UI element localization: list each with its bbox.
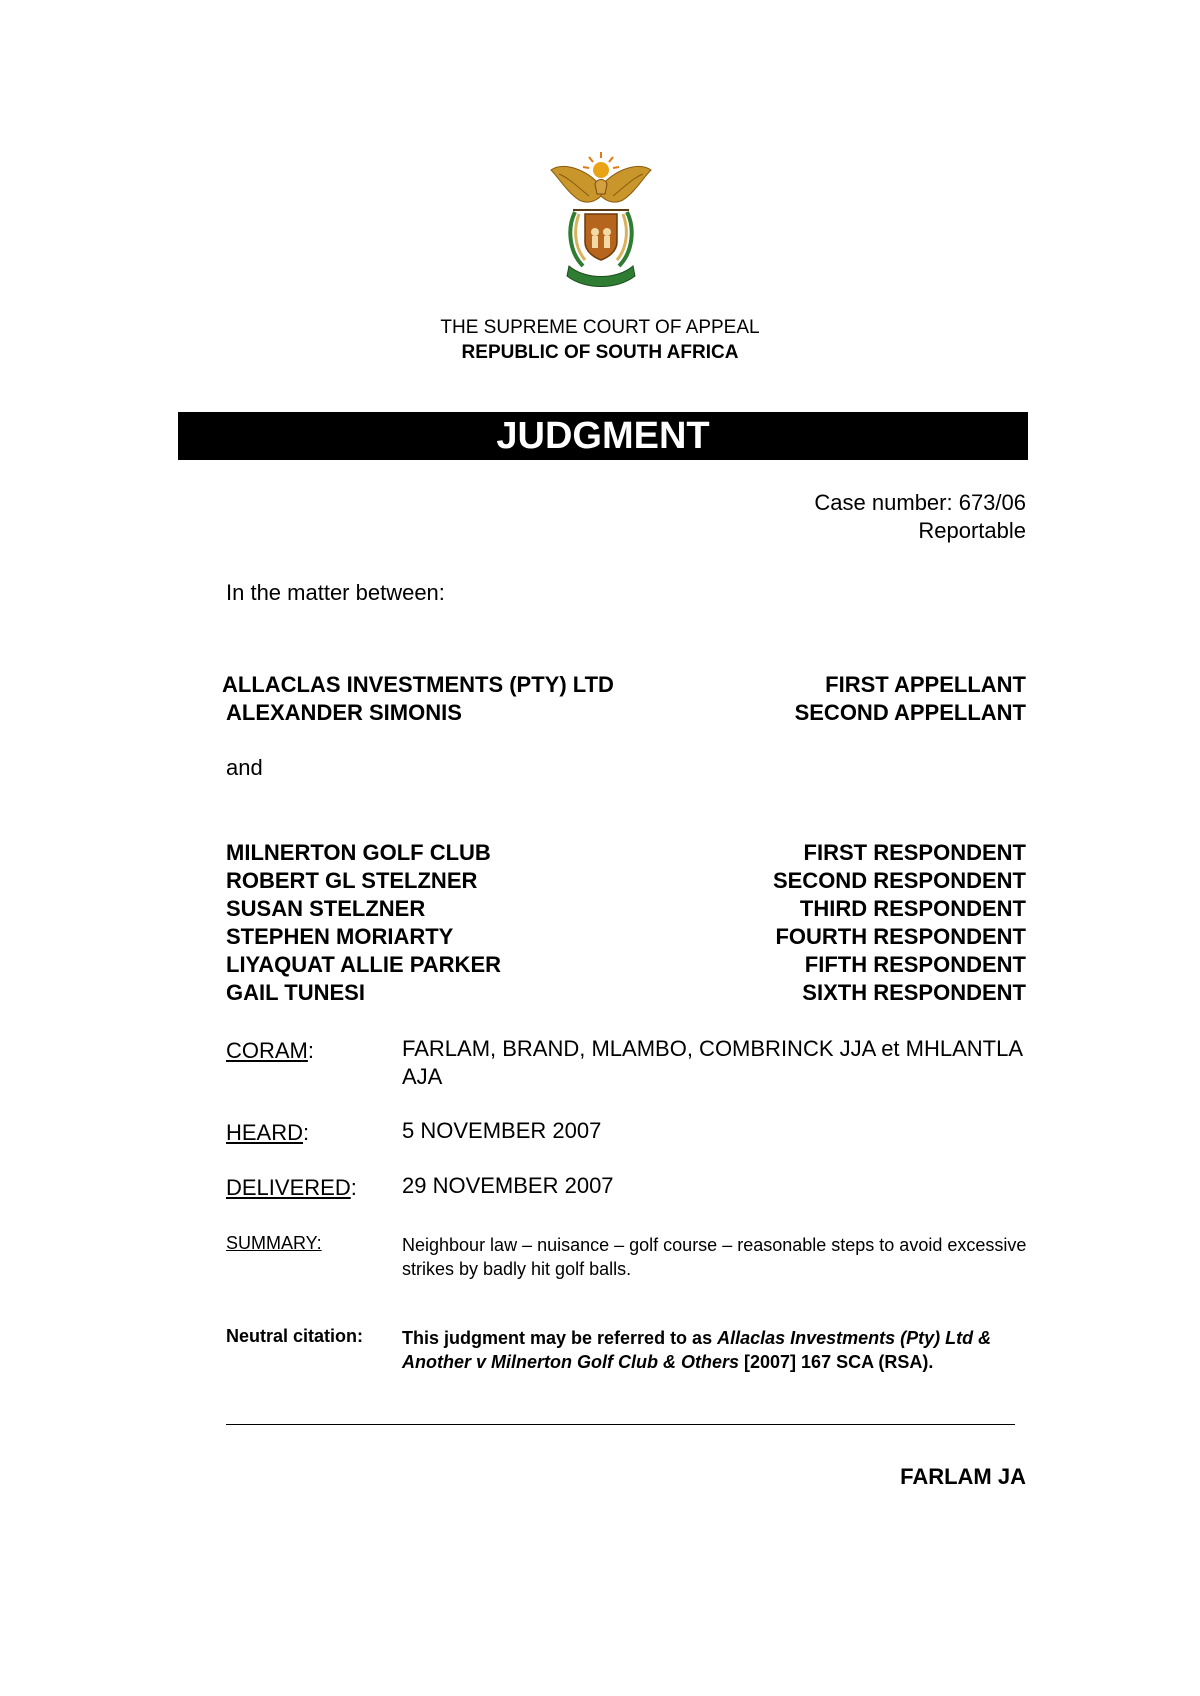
neutral-citation-value [402, 1326, 1022, 1374]
respondent-name: GAIL TUNESI [226, 980, 365, 1005]
court-name: THE SUPREME COURT OF APPEAL [440, 317, 760, 338]
respondent-role: FIRST RESPONDENT [803, 840, 1026, 865]
appellant-name: ALEXANDER SIMONIS [226, 700, 462, 725]
neutral-citation-label: Neutral citation: [226, 1326, 364, 1346]
reportable-status: Reportable [918, 518, 1026, 543]
matter-intro: In the matter between: [226, 580, 445, 605]
respondent-role: THIRD RESPONDENT [799, 896, 1026, 921]
appellant-role: FIRST APPELLANT [825, 672, 1026, 697]
heard-value: 5 NOVEMBER 2007 [402, 1118, 602, 1143]
judge-name: FARLAM JA [900, 1464, 1026, 1489]
citation-suffix: [2007] 167 SCA (RSA). [744, 1352, 934, 1372]
respondent-role: SECOND RESPONDENT [772, 868, 1026, 893]
case-number: Case number: 673/06 [814, 490, 1026, 515]
coat-of-arms-icon [545, 148, 657, 290]
judgment-banner: JUDGMENT [178, 412, 1028, 460]
heard-label: HEARD: [226, 1120, 310, 1145]
conjunction-and: and [226, 755, 263, 780]
country-name: REPUBLIC OF SOUTH AFRICA [461, 342, 739, 363]
respondent-name: ROBERT GL STELZNER [226, 868, 478, 893]
coram-label: CORAM: [226, 1038, 315, 1063]
coat-of-arms-emblem [545, 148, 657, 290]
horizontal-divider [226, 1424, 1015, 1425]
citation-prefix: This judgment may be referred to as [402, 1328, 713, 1348]
respondent-role: FOURTH RESPONDENT [775, 924, 1026, 949]
citation-case-name: Allaclas Investments (Pty) Ltd & Another v Milnerton Golf Club & Others [402, 1328, 992, 1372]
respondent-name: STEPHEN MORIARTY [226, 924, 454, 949]
appellant-role: SECOND APPELLANT [794, 700, 1026, 725]
respondent-name: LIYAQUAT ALLIE PARKER [226, 952, 502, 977]
respondent-name: SUSAN STELZNER [226, 896, 426, 921]
coram-value: FARLAM, BRAND, MLAMBO, COMBRINCK JJA et MHLANTLA AJA [402, 1036, 1022, 1089]
respondent-role: SIXTH RESPONDENT [802, 980, 1026, 1005]
delivered-label: DELIVERED: [226, 1175, 357, 1200]
summary-label: SUMMARY: [226, 1233, 322, 1253]
summary-value: Neighbour law – nuisance – golf course – reasonable steps to avoid excessive strikes by badly hit golf balls. [402, 1235, 1027, 1279]
respondent-role: FIFTH RESPONDENT [804, 952, 1026, 977]
appellant-name: ALLACLAS INVESTMENTS (PTY) LTD [222, 672, 614, 697]
delivered-value: 29 NOVEMBER 2007 [402, 1173, 614, 1198]
respondent-name: MILNERTON GOLF CLUB [226, 840, 491, 865]
